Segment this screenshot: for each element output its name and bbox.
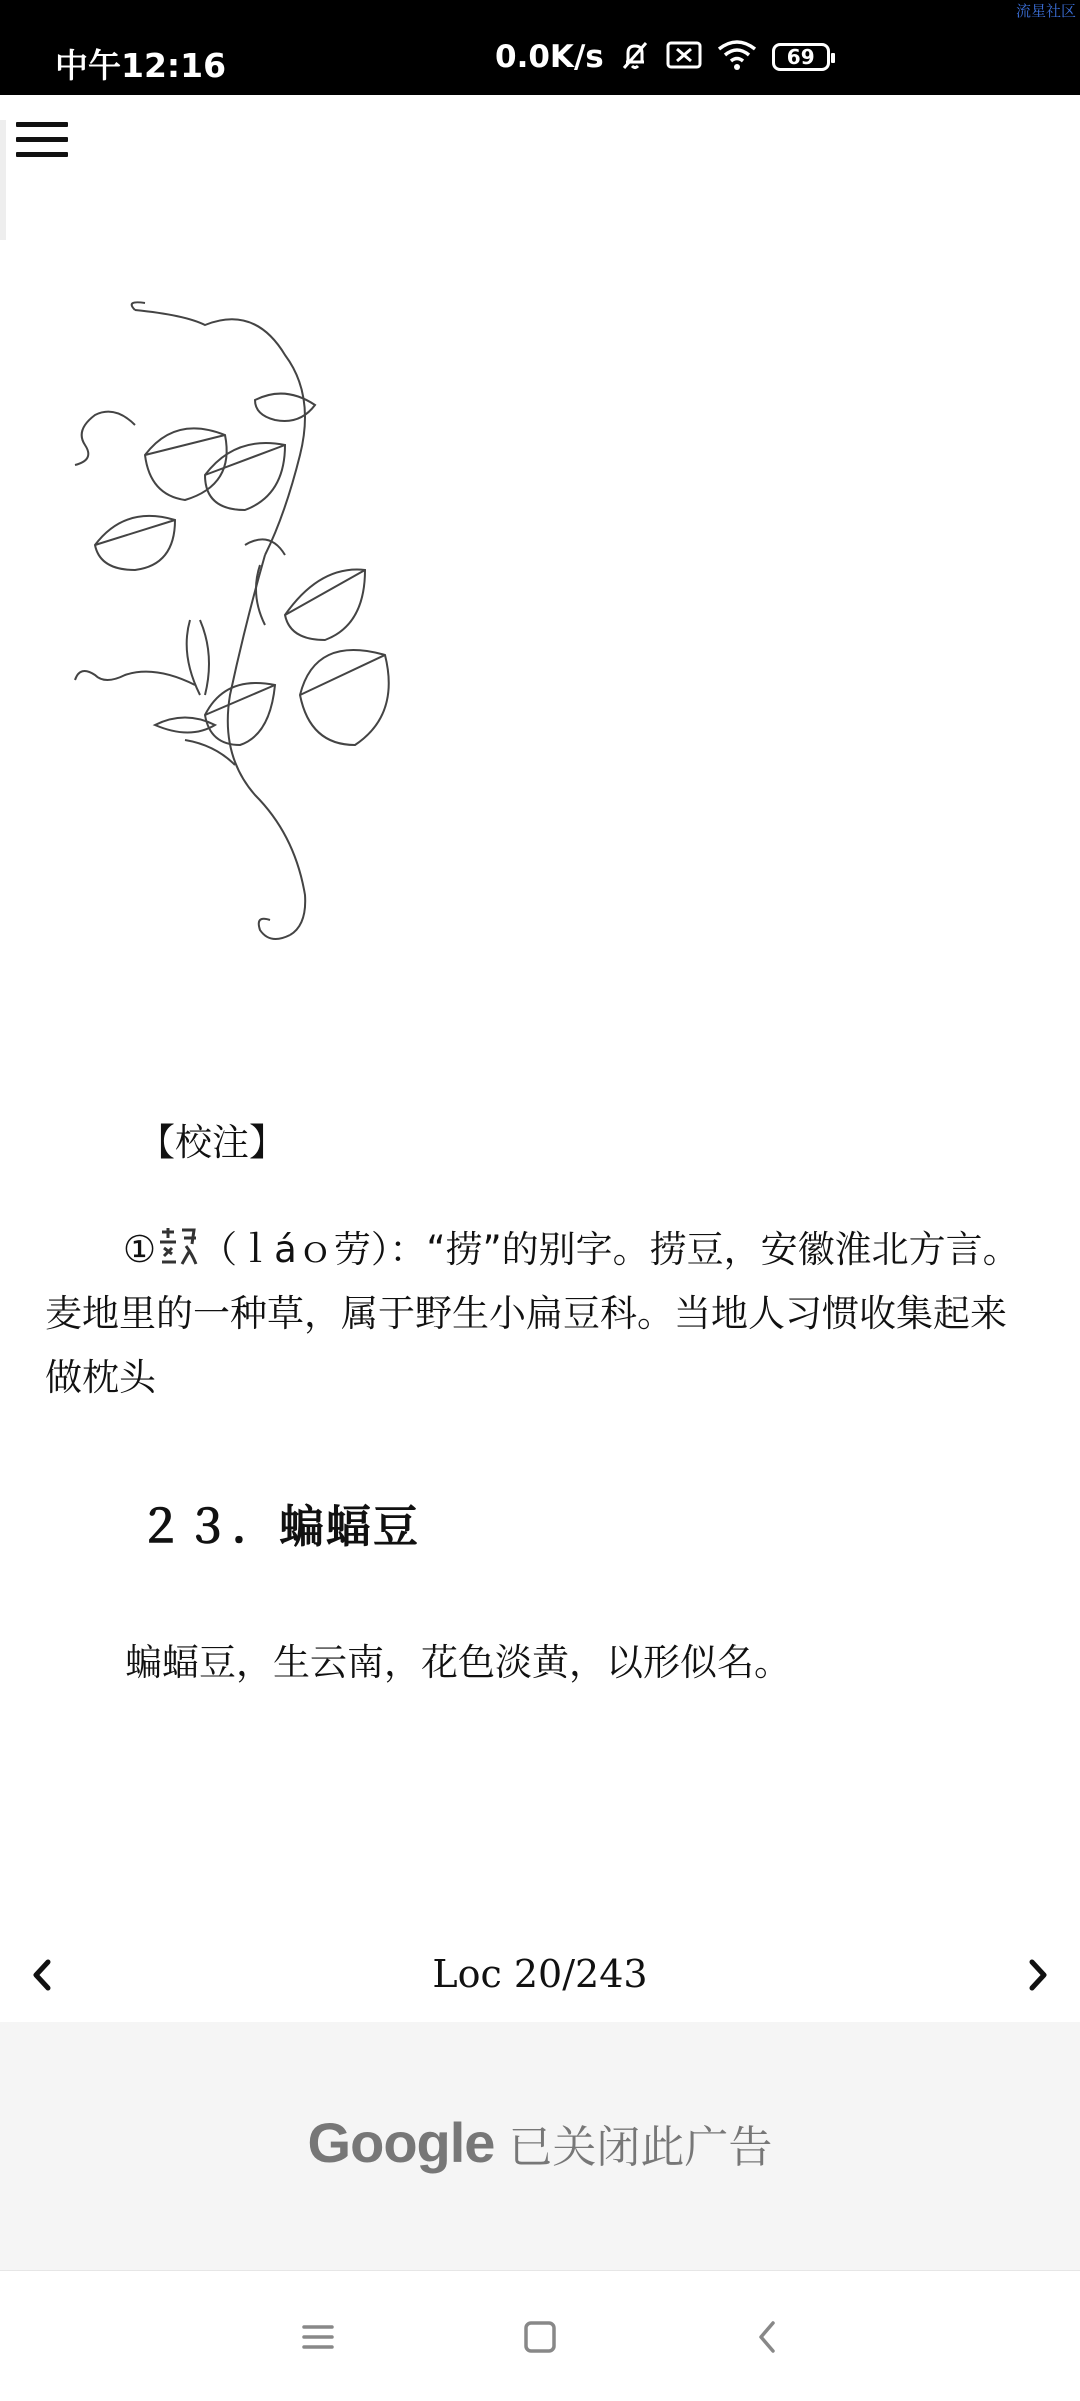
section-heading: ２３．蝙蝠豆 [138, 1500, 421, 1553]
back-icon[interactable] [740, 2309, 796, 2365]
status-icons [495, 38, 830, 76]
google-logo: Google [307, 2111, 495, 2174]
chevron-right-icon [1012, 1950, 1062, 2000]
footnote-text: （ｌáｏ劳）：“捞”的别字。捞豆，安徽淮北方言。麦地里的一种草，属于野生小扁豆科。当地人习惯收集起来做枕头 [45, 1228, 1020, 1399]
ad-closed-message: 已关闭此广告 [508, 2121, 773, 2173]
drawer-edge[interactable] [0, 120, 6, 240]
plant-illustration [55, 295, 435, 955]
footnote-marker: ① [123, 1228, 157, 1271]
footnote-paragraph [45, 1218, 1035, 1410]
page-navigation [0, 1944, 1080, 2006]
network-speed: 0.0K/s [495, 39, 604, 75]
hamburger-menu-icon[interactable] [16, 122, 72, 164]
wifi-icon [716, 39, 758, 75]
recents-menu-icon[interactable] [290, 2309, 346, 2365]
location-indicator: Loc 20/243 [432, 1952, 648, 1996]
sim-disabled-icon [666, 40, 702, 74]
rare-character-image [156, 1224, 200, 1268]
status-bar [0, 0, 1080, 95]
annotation-heading: 【校注】 [138, 1121, 286, 1164]
battery-icon: 69 [772, 43, 830, 71]
next-page-button[interactable] [1012, 1950, 1062, 2000]
ad-banner [0, 2022, 1080, 2270]
watermark: 流星社区 [1015, 2, 1076, 20]
bell-muted-icon [618, 38, 652, 76]
system-navigation-bar [0, 2270, 1080, 2401]
home-icon[interactable] [512, 2309, 568, 2365]
status-time: 中午12:16 [55, 46, 227, 85]
section-paragraph: 蝙蝠豆，生云南，花色淡黄，以形似名。 [125, 1641, 791, 1684]
